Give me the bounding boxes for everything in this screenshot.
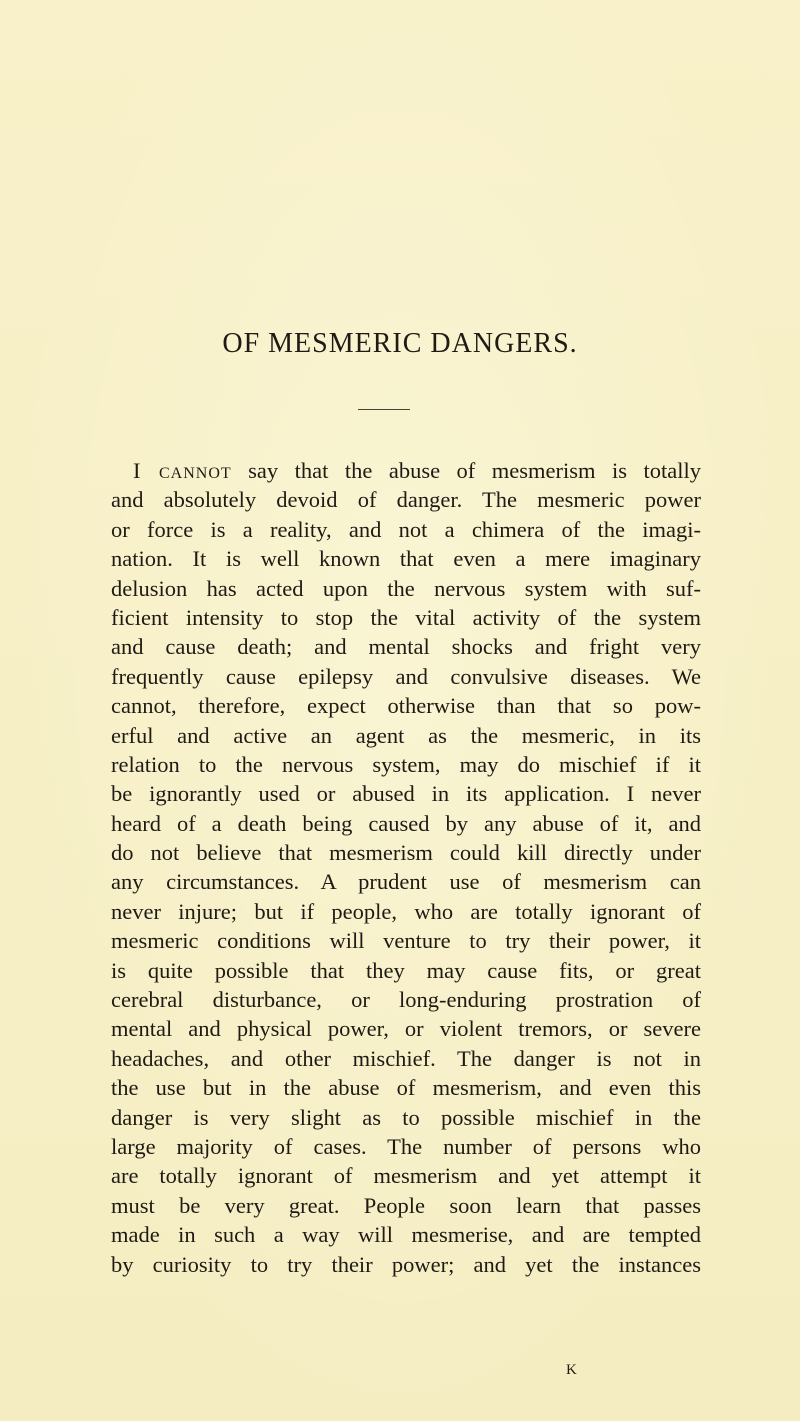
text-line-8: frequently cause epilepsy and convulsive diseases. We: [111, 663, 701, 689]
text-line-6: ficient intensity to stop the vital activity of the system: [111, 604, 701, 630]
text-line-11: relation to the nervous system, may do mischief if it: [111, 751, 701, 777]
chapter-title: OF MESMERIC DANGERS.: [222, 328, 578, 359]
text-line-7: and cause death; and mental shocks and fright very: [111, 634, 701, 660]
title-divider: [358, 409, 410, 410]
text-line-28: by curiosity to try their power; and yet the instances: [111, 1251, 701, 1277]
text-line-26: must be very great. People soon learn that passes: [111, 1192, 701, 1218]
text-line-3: or force is a reality, and not a chimera of the imagi-: [111, 516, 701, 542]
opening-line-text: say that the abuse of mesmerism is totally: [248, 458, 701, 483]
text-line-9: cannot, therefore, expect otherwise than that so pow-: [111, 693, 701, 719]
text-line-1: [111, 456, 701, 485]
text-line-17: mesmeric conditions will venture to try their power, it: [111, 928, 701, 954]
text-line-13: heard of a death being caused by any abuse of it, and: [111, 810, 701, 836]
text-line-25: are totally ignorant of mesmerism and yet attempt it: [111, 1163, 701, 1189]
text-line-27: made in such a way will mesmerise, and are tempted: [111, 1222, 701, 1248]
text-line-18: is quite possible that they may cause fits, or great: [111, 957, 701, 983]
text-line-15: any circumstances. A prudent use of mesmerism can: [111, 869, 701, 895]
text-line-10: erful and active an agent as the mesmeric, in its: [111, 722, 701, 748]
text-line-2: and absolutely devoid of danger. The mesmeric power: [111, 487, 701, 513]
text-line-5: delusion has acted upon the nervous system with suf-: [111, 575, 701, 601]
text-line-14: do not believe that mesmerism could kill directly under: [111, 840, 701, 866]
body-text: [111, 456, 701, 1279]
text-line-16: never injure; but if people, who are totally ignorant of: [111, 898, 701, 924]
text-line-20: mental and physical power, or violent tremors, or severe: [111, 1016, 701, 1042]
text-line-22: the use but in the abuse of mesmerism, and even this: [111, 1075, 701, 1101]
text-line-24: large majority of cases. The number of persons who: [111, 1133, 701, 1159]
text-line-4: nation. It is well known that even a mere imaginary: [111, 546, 701, 572]
text-line-21: headaches, and other mischief. The danger is not in: [111, 1045, 701, 1071]
text-line-23: danger is very slight as to possible mischief in the: [111, 1104, 701, 1130]
opening-small-caps: I cannot: [133, 458, 232, 483]
signature-mark: K: [566, 1362, 577, 1378]
text-line-12: be ignorantly used or abused in its application. I never: [111, 781, 701, 807]
text-line-19: cerebral disturbance, or long-enduring prostration of: [111, 987, 701, 1013]
